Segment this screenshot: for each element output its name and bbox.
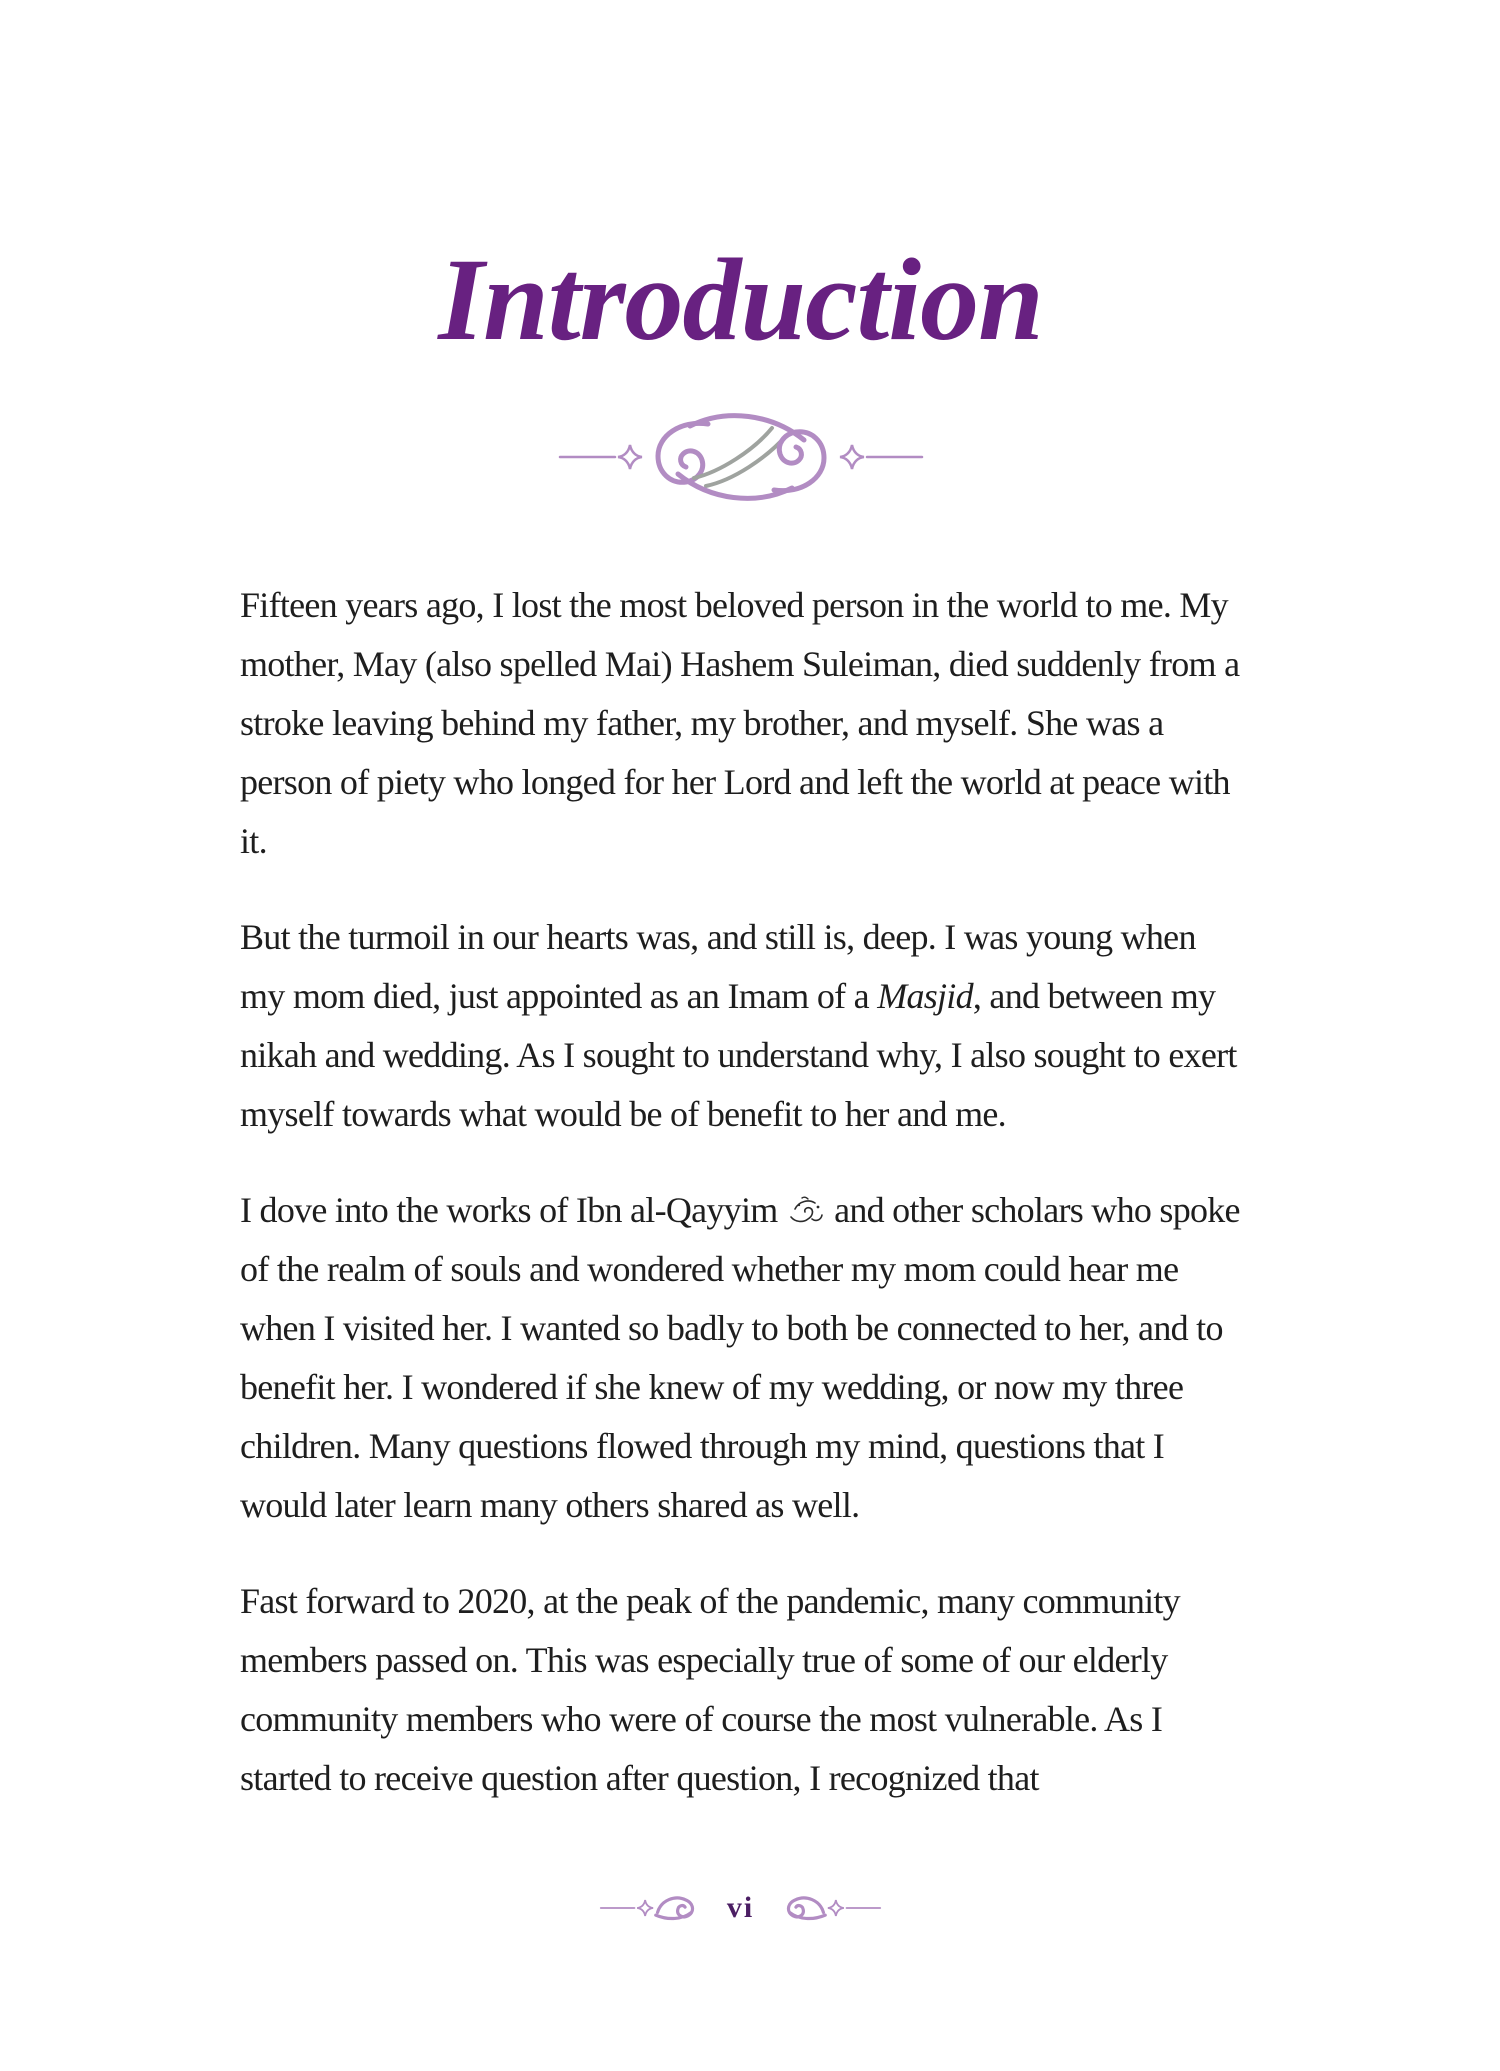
paragraph-1 xyxy=(240,576,1245,871)
paragraph-3-text-before: I dove into the works of Ibn al-Qayyim xyxy=(240,1190,786,1230)
paragraph-1-text: Fifteen years ago, I lost the most beloved person in the world to me. My mother, May (also spelled Mai) Hashem Suleiman, died suddenly from a stroke leaving behind my father, my brother, and myself. She was a person of piety who longed for her Lord and left the world at peace with it. xyxy=(240,585,1240,861)
paragraph-2-text-after: , and between my nikah and wedding. As I sought to understand why, I also sought to exert myself towards what would be of benefit to her and me. xyxy=(240,976,1237,1134)
paragraph-4-text: Fast forward to 2020, at the peak of the pandemic, many community members passed on. This was especially true of some of our elderly community members who were of course the most vulnerable. As I started to receive question after question, I recognized that xyxy=(240,1581,1180,1798)
footer-swirl-ornament-right-icon xyxy=(772,1892,882,1924)
chapter-title: Introduction xyxy=(438,234,1043,365)
footer-swirl-ornament-left-icon xyxy=(599,1892,709,1924)
paragraph-3-text-after: and other scholars who spoke of the realm of souls and wondered whether my mom could hear me when I visited her. I wanted so badly to both be connected to her, and to benefit her. I wondered if she knew of my wedding, or now my three children. Many questions flowed through my mind, questions that I would later learn many others shared as well. xyxy=(240,1190,1240,1525)
paragraph-2 xyxy=(240,908,1245,1144)
paragraph-2-text-before: But the turmoil in our hearts was, and still is, deep. I was young when my mom died, just appointed as an Imam of a xyxy=(240,917,1196,1016)
italic-term-masjid: Masjid xyxy=(877,976,973,1016)
rahimahullah-calligraphy-icon xyxy=(786,1195,826,1229)
chapter-divider xyxy=(238,410,1243,504)
page-footer xyxy=(238,1888,1243,1928)
page-number: vi xyxy=(726,1891,755,1924)
flourish-swirl-divider-icon xyxy=(558,410,924,504)
paragraph-3 xyxy=(240,1181,1245,1535)
body-text xyxy=(240,576,1245,1845)
paragraph-4 xyxy=(240,1572,1245,1808)
